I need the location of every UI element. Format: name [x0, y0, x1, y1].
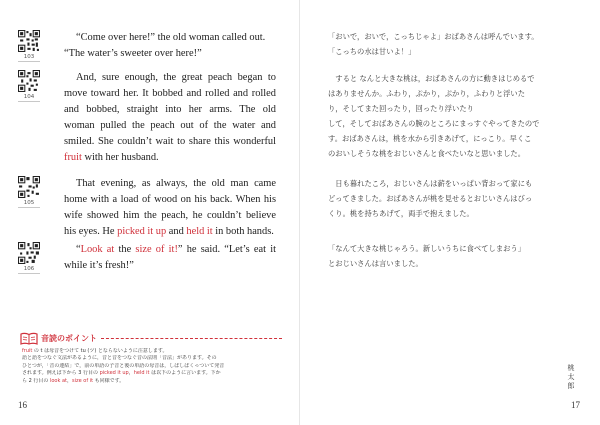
text-line: smiled. She couldn’t wait to share this wonderful — [64, 136, 276, 147]
text-line: “ — [76, 244, 81, 255]
text-segment: ら 2 行目の — [22, 377, 50, 384]
qr-code-icon — [18, 242, 40, 264]
text-line: the — [114, 244, 136, 255]
highlight-phrase: Look at — [80, 244, 115, 255]
qr-code-icon — [18, 70, 40, 92]
text-line: “The water’s sweeter over here!” — [64, 48, 202, 59]
japanese-paragraph-2 — [328, 71, 578, 161]
text-segment: ， — [128, 370, 134, 377]
text-line: くり。桃を持ちあげて，両手で抱えました。 — [328, 209, 474, 218]
japanese-paragraph-1 — [328, 29, 578, 59]
text-line: 「なんて大きな桃じゃろう。新しいうちに食べてしまおう」 — [328, 244, 526, 253]
text-line: はありませんか。ふわり，ぷかり，ぷかり，ふわりと浮いた — [328, 89, 526, 98]
text-line: That evening, as always, the old man came — [76, 178, 276, 189]
text-line: with her husband. — [81, 152, 159, 163]
text-line: のおいしそうな桃をおじいさんと食べたいなと思いました。 — [328, 149, 526, 158]
text-line: どってきました。おばあさんが桃を見せるとおじいさんはびっ — [328, 194, 533, 203]
text-line: 「おいで，おいで，こっちじゃよ」おばあさんは呼んでいます。 — [328, 32, 539, 41]
text-line — [22, 370, 282, 377]
running-title-vertical: 桃太郎 — [567, 364, 575, 390]
highlight-phrase: picked it up — [117, 226, 167, 237]
japanese-paragraph-3 — [328, 176, 578, 221]
english-paragraph-2 — [64, 70, 276, 166]
text-line: 「こっちの水は甘いよ！」 — [328, 47, 416, 56]
text-line: 語と語をつなぐ文法があるように，音と音をつなぐ音の法則「音法」があります。その — [22, 355, 217, 362]
text-line: ひとつが，「音の連結」で，前の単語の子音と後の単語の母音は，しばしばくっついて発音 — [22, 362, 225, 369]
dashed-divider — [101, 338, 282, 339]
page-number-left: 16 — [18, 400, 27, 410]
text-line: “Come over here!” the old woman called out. — [76, 32, 266, 43]
text-line: And, sure enough, the great peach began — [76, 72, 263, 83]
audio-track-number: 104 — [18, 94, 40, 102]
audio-qr-code[interactable] — [18, 30, 40, 62]
text-line: 日も暮れたころ，おじいさんは薪をいっぱい背おって家にも — [328, 179, 533, 188]
audio-track-number: 105 — [18, 200, 40, 208]
text-line: して，そしておばあさんの腕のところにまっすぐやってきたので — [328, 119, 540, 128]
english-paragraph-3 — [64, 176, 276, 240]
book-spine — [299, 0, 300, 425]
audio-qr-code[interactable] — [18, 70, 40, 102]
qr-code-icon — [18, 176, 40, 198]
japanese-paragraph-4 — [328, 241, 578, 271]
open-book-icon — [20, 332, 38, 345]
highlight-phrase: held it — [133, 370, 150, 377]
text-line: and — [166, 226, 187, 237]
text-segment: は以下のように言います。下か — [149, 370, 221, 377]
text-line: in both hands. — [212, 226, 274, 237]
text-line: while it’s fresh!” — [64, 260, 134, 271]
text-line: ” he said. “Let’s eat it — [177, 244, 277, 255]
highlight-phrase: look at — [49, 377, 67, 384]
text-segment: も同様です。 — [93, 377, 125, 384]
audio-track-number: 106 — [18, 266, 40, 274]
text-line: wife showed him the peach, he couldn’t believe his — [64, 210, 276, 237]
highlight-word: fruit — [22, 348, 33, 354]
text-segment: されます。例えば下から 3 行目の — [22, 370, 100, 377]
text-line — [22, 378, 282, 385]
text-line: り，そしてまた回ったり，回ったり浮いたり — [328, 104, 474, 113]
reading-points-title: 音読のポイント — [41, 333, 97, 343]
text-line: home with a load of wood on his back. When his — [64, 194, 276, 205]
highlight-phrase: picked it up — [99, 370, 129, 377]
text-line: old woman pulled the peach out of the water and — [64, 104, 276, 131]
qr-code-icon — [18, 30, 40, 52]
text-line: to move toward her. It bobbed and rolled and — [64, 72, 276, 99]
reading-points-box — [20, 331, 282, 385]
text-line — [22, 348, 282, 355]
text-segment: ， — [66, 377, 72, 384]
english-paragraph-4 — [64, 242, 276, 274]
text-line: すると なんと大きな桃は，おばあさんの方に動きはじめるで — [328, 74, 535, 83]
text-line: eyes. He — [78, 226, 118, 237]
audio-qr-code[interactable] — [18, 176, 40, 208]
audio-track-number: 103 — [18, 54, 40, 62]
text-segment: の t は母音をつけて tu (ツ) とならないように注意します。 — [32, 348, 168, 354]
highlight-phrase: held it — [186, 226, 213, 237]
highlight-phrase: size of it! — [135, 244, 178, 255]
text-line: rolled and bobbed, straight into her arms. The — [64, 88, 276, 115]
highlight-word: fruit — [64, 152, 82, 163]
page-number-right: 17 — [571, 400, 580, 410]
english-paragraph-1 — [64, 30, 276, 62]
reading-points-body — [20, 348, 282, 385]
audio-qr-code[interactable] — [18, 242, 40, 274]
text-line: す。おばあさんは，桃を水から引きあげて，にっこり。早くこ — [328, 134, 532, 143]
reading-points-header — [20, 331, 282, 345]
text-line: とおじいさんは言いました。 — [328, 259, 423, 268]
highlight-phrase: size of it — [72, 377, 94, 384]
